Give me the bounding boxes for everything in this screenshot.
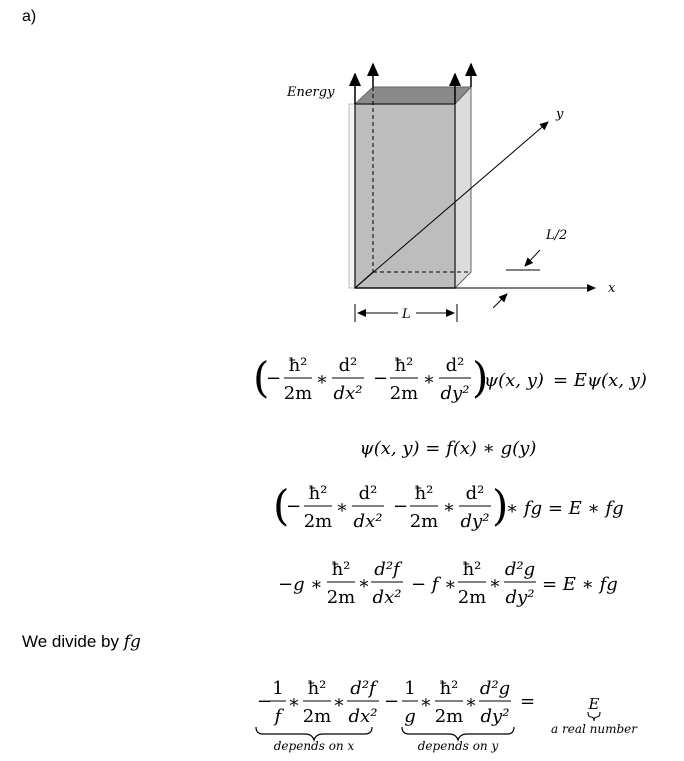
two-m: 2m [303, 511, 333, 532]
y-axis-label: y [556, 107, 564, 122]
box-top-face [355, 87, 471, 104]
times: ∗ [357, 573, 371, 594]
paren-close: ) [492, 481, 509, 530]
dy2: dy² [440, 383, 470, 404]
d2f: d²f [374, 559, 400, 580]
depends-on-y-label: depends on y [417, 739, 499, 753]
times: ∗ [419, 692, 433, 713]
minus-sign: − [384, 691, 400, 712]
dy2: dy² [460, 511, 490, 532]
d2: d² [465, 483, 485, 504]
hbar2: ħ² [439, 678, 459, 699]
schrodinger-equation [253, 353, 647, 404]
dx2: dx² [348, 706, 378, 727]
hbar2: ħ² [394, 355, 414, 376]
f: f [274, 706, 282, 727]
two-m: 2m [389, 383, 419, 404]
two-m: 2m [283, 383, 313, 404]
minus-sign: − [257, 691, 273, 712]
d2: d² [445, 355, 465, 376]
g: g [404, 706, 416, 727]
times: ∗ [488, 573, 502, 594]
minus-sign: − [393, 496, 409, 517]
two-m: 2m [434, 706, 464, 727]
section-label: a) [22, 8, 37, 25]
two-m: 2m [457, 587, 487, 608]
d2f: d²f [350, 678, 376, 699]
box-side-face [455, 87, 471, 288]
times: ∗ [464, 692, 478, 713]
dy2: dy² [480, 706, 510, 727]
depth-arrow-lower [493, 294, 507, 308]
hbar2: ħ² [288, 355, 308, 376]
one: 1 [404, 678, 416, 699]
dx2: dx² [353, 511, 383, 532]
paren-open: ( [273, 481, 290, 530]
hbar2: ħ² [331, 559, 351, 580]
divide-variable: fg [123, 632, 141, 652]
psi-xy: ψ(x, y) [484, 370, 544, 391]
times-fg: ∗ fg = E ∗ fg [506, 498, 624, 519]
dx2: dx² [372, 587, 402, 608]
hbar2: ħ² [462, 559, 482, 580]
minus-f: − f ∗ [411, 574, 457, 595]
substituted-equation [273, 481, 624, 532]
two-m: 2m [326, 587, 356, 608]
times: ∗ [332, 692, 346, 713]
d2: d² [358, 483, 378, 504]
separation-equation: ψ(x, y) = f(x) ∗ g(y) [359, 438, 537, 459]
d2: d² [338, 355, 358, 376]
hbar2: ħ² [307, 678, 327, 699]
d2g: d²g [479, 678, 511, 699]
hbar2: ħ² [414, 483, 434, 504]
dx2: dx² [333, 383, 363, 404]
d2g: d²g [504, 559, 536, 580]
one: 1 [272, 678, 284, 699]
divide-statement [22, 632, 141, 652]
expanded-equation [278, 559, 618, 608]
box-front-face [355, 104, 455, 288]
equations [0, 340, 684, 761]
depth-arrow-upper [525, 250, 540, 266]
paren-open: ( [253, 353, 270, 402]
equals-sign: = [520, 691, 536, 712]
divide-text: We divide by [22, 632, 120, 651]
width-label: L [402, 307, 411, 322]
times: ∗ [287, 692, 301, 713]
minus-sign: − [286, 496, 302, 517]
rhs-e-fg: = E ∗ fg [542, 574, 618, 595]
divided-equation [256, 678, 638, 753]
energy-e: E [588, 695, 600, 713]
potential-box-figure [0, 0, 684, 340]
times: ∗ [335, 497, 349, 518]
real-number-label: a real number [551, 722, 637, 736]
underbrace-e [588, 712, 600, 721]
times: ∗ [442, 497, 456, 518]
hbar2: ħ² [308, 483, 328, 504]
times: ∗ [315, 369, 329, 390]
paren-close: ) [472, 353, 489, 402]
depth-label: L/2 [546, 228, 568, 243]
minus-g: −g ∗ [278, 574, 323, 595]
depends-on-x-label: depends on x [273, 739, 355, 753]
two-m: 2m [302, 706, 332, 727]
dy2: dy² [505, 587, 535, 608]
minus-sign: − [266, 368, 282, 389]
two-m: 2m [409, 511, 439, 532]
energy-label: Energy [287, 85, 335, 100]
minus-sign: − [373, 368, 389, 389]
x-axis-label: x [608, 281, 616, 296]
e-psi-xy: = Eψ(x, y) [553, 370, 647, 391]
times: ∗ [422, 369, 436, 390]
